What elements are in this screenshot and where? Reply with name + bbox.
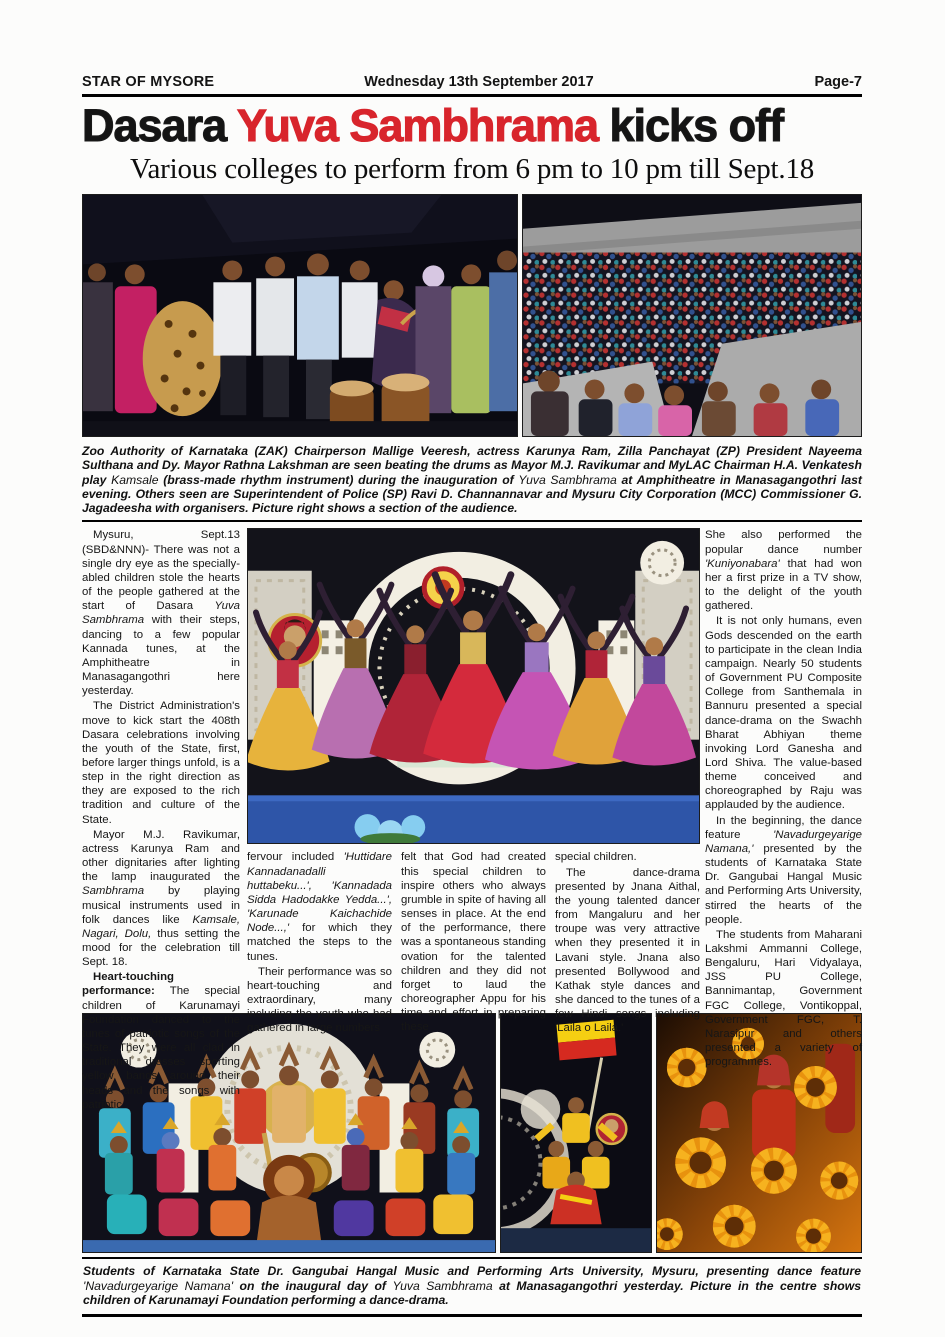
audience-photo-image [523,195,861,436]
article-paragraph [705,528,862,613]
article-paragraph [82,828,240,970]
text-segment: The special children of Karunamayi Foundation danced to the tunes of patriotic songs of the State. They were all clad in traditional dresses sporting yellow bands around their heads and the songs with patriotic [82,985,240,1111]
text-segment: at Amphitheatre in Manasagangothri last evening. Others seen are Superintendent of Police (SP) Ravi D. Channannavar and Mysuru City Corporation (MCC) Commissioner G. Jagadeesha with organisers. Picture right shows a section of the audience. [82,472,862,516]
subheadline: Various colleges to perform from 6 pm to 10 pm till Sept.18 [129,153,815,185]
article-paragraph [705,928,862,1070]
text-segment: Kamsale, Nagari, Dolu, [82,913,240,940]
text-segment: Students of Karnataka State Dr. Gangubai Hangal Music and Performing Arts University, Mysuru, presenting dance feature [83,1264,861,1279]
headline-part3: kicks off [598,100,784,151]
page-header [82,74,862,97]
article-paragraph [82,699,240,826]
text-segment: with their steps, dancing to a few popular Kannada tunes, at the Amphitheatre in Manasagangothri here yesterday. [82,614,240,698]
flag-photo-image [501,1014,651,1252]
text-segment: Mysuru, Sept.13 (SBD&NNN)- There was not a single dry eye as the specially-abled children stole the hearts of the people gathered at the start of Dasara [82,529,240,613]
text-segment: Mayor M.J. Ravikumar, actress Karunya Ram and other dignitaries after lighting the lamp inaugurated the [82,828,240,884]
text-segment: Heart-touching performance: [82,971,174,998]
text-segment: for which they matched the steps to the tunes. [247,922,392,963]
article-paragraph [555,866,700,1036]
article-paragraph [82,970,240,1112]
text-segment: It is not only humans, even Gods descended on the earth to participate in the clean India campaign. Nearly 50 students of Government PU Composite College from Santhemala in Bannuru presented a special dance-drama on the Swachh Bharat Abhiyan theme invoking Lord Ganesha and Lord Shiva. The value-based theme conceived and choreographed by Raju was applauded by the audience. [705,615,862,812]
top-caption [82,444,862,515]
text-segment: fervour included [247,851,344,864]
text-segment: felt that God had created this special children to inspire others who always grumble in spite of having all senses in place. At the end of the performance, there was a spontaneous standing ovation for the talented children and they did not forget to laud the choreographer Appu for his time and effort in preparing these [401,851,546,1034]
article-paragraph [555,850,700,864]
photo-audience [522,194,862,437]
headline [82,102,862,150]
text-segment: The dance-drama presented by Jnana Aithal, the young talented dancer from Mangaluru and her troupe was very attractive when they presented it in Lavani style. Jnana also presented Bollywood and Kathak style dances and she danced to the tunes of a few Hindi songs including 'Laila o Laila.' [555,866,700,1035]
headline-part1: Dasara [82,100,237,151]
text-segment: Their performance was so heart-touching and extraordinary, many including the youth who had gathered in large numbers [247,965,392,1035]
divider-rule [82,520,862,522]
article-paragraph [247,965,392,1036]
headline-part2: Yuva Sambhrama [236,100,598,151]
inauguration-photo-image [83,195,517,436]
text-segment: at Manasagangothri yesterday. Picture in the centre shows children of Karunamayi Foundation performing a dance-drama. [83,1278,861,1308]
text-segment: presented by the students of Karnataka State Dr. Gangubai Hangal Music and Performing Arts University, stirred the hearts of the people. [705,842,862,926]
text-segment: by playing musical instruments used in folk dances like [82,885,240,926]
text-segment: Yuva Sambhrama [82,600,240,627]
text-segment: The students from Maharani Lakshmi Ammanni College, Bengaluru, Hari Vidyalaya, JSS PU College, Bannimantap, Government FGC College, Vontikoppal, Government FGC, T. Narasipur and others presented a variety of programmes. [705,928,862,1069]
text-segment: on the inaugural day of [233,1278,393,1293]
text-segment: Yuva Sambhrama [518,472,617,487]
article-paragraph [705,814,862,927]
article-paragraph [705,614,862,812]
text-segment: Kamsale [111,472,159,487]
text-segment: special children. [555,851,637,864]
article-column-5 [705,528,862,1069]
text-segment: Yuva Sambhrama [392,1278,493,1293]
text-segment: 'Navadurgeyarige Namana,' [705,828,862,855]
issue-date: Wednesday 13th September 2017 [364,74,594,90]
photo-inauguration-drums [82,194,518,437]
photo-dance-performance [247,528,700,844]
top-photo-row [82,194,862,437]
page-number: Page-7 [814,74,862,90]
text-segment: 'Kuniyonabara' [705,557,780,570]
article-column-2 [247,850,392,1035]
text-segment: that had won her a first prize in a TV show, to the delight of the youth gathered. [705,557,862,613]
text-segment: Sambhrama [82,885,145,898]
article-paragraph [247,850,392,963]
article-column-3 [401,850,546,1034]
article-body [82,528,862,1111]
bottom-caption [82,1257,862,1317]
masthead: STAR OF MYSORE [82,74,215,90]
text-segment: She also performed the popular dance number [705,529,862,556]
article-paragraph [82,528,240,698]
text-segment: In the beginning, the dance feature [705,814,862,841]
article-column-4 [555,850,700,1035]
text-segment: 'Huttidare Kannadanadalli huttabeku...', 'Kannadada Sidda Hadodakke Yedda...', 'Karunade Kaichachide Node...,' [247,851,392,935]
text-segment: thus setting the mood for the celebration till Sept. 18. [82,927,240,969]
photo-flag-dance [500,1013,652,1253]
article-paragraph [401,850,546,1034]
dance-photo-image [248,529,699,843]
text-segment: The District Administration's move to kick start the 408th Dasara celebrations involving the youth of the State, first, before larger things unfold, is a step in the right direction as they are exposed to the rich tradition and culture of the State. [82,700,240,826]
text-segment: (brass-made rhythm instrument) during the inauguration of [158,472,519,487]
article-column-1 [82,528,240,1111]
text-segment: 'Navadurgeyarige Namana' [83,1278,234,1293]
text-segment: Zoo Authority of Karnataka (ZAK) Chairperson Mallige Veeresh, actress Karunya Ram, Zilla Panchayat (ZP) President Nayeema Sulthana and Dy. Mayor Rathna Lakshman are seen beating the drums as Mayor M.J. Ravikumar and MyLAC Chairman H.A. Venkatesh play [82,444,862,487]
